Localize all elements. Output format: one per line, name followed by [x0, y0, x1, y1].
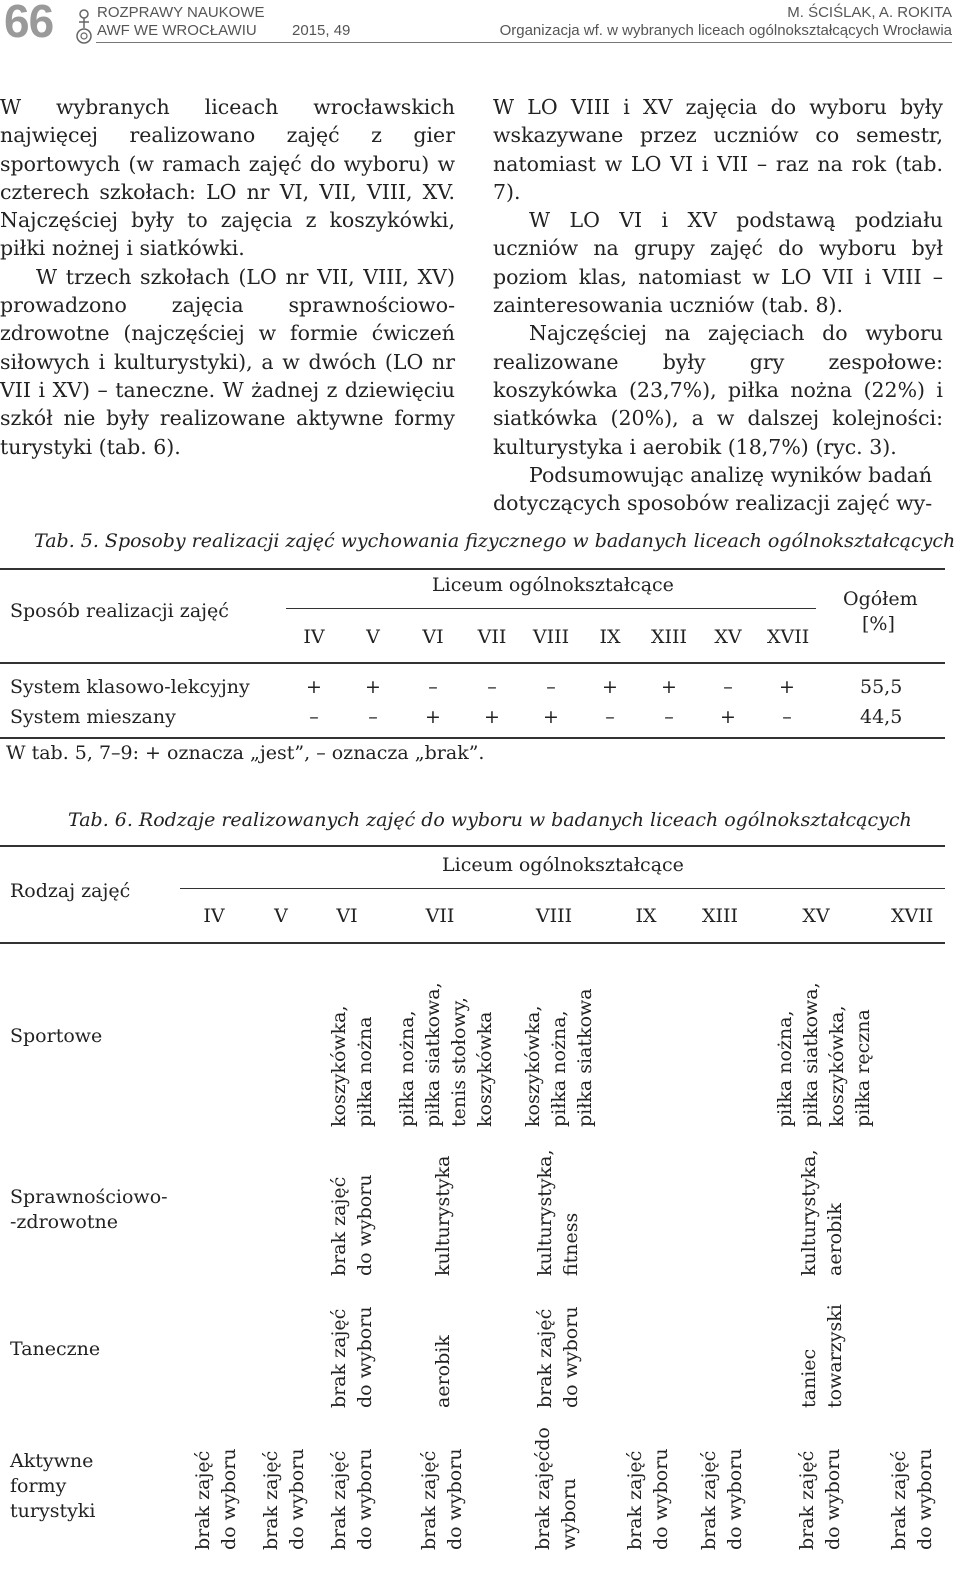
table-5-group-header: Liceum ogólnokształcące	[432, 574, 674, 596]
journal-year-volume: 2015, 49	[292, 22, 351, 39]
school-header: VIII	[535, 905, 573, 927]
school-header: IX	[635, 905, 657, 927]
header-rule	[96, 42, 952, 43]
school-header: IV	[303, 626, 325, 648]
school-header: V	[366, 626, 380, 648]
school-header: XV	[714, 626, 742, 648]
row-label: Sportowe	[10, 1025, 103, 1047]
cell-line: taniec	[798, 1348, 820, 1408]
table-cell-vertical	[532, 1149, 584, 1276]
cell-line: aerobik	[432, 1335, 454, 1408]
table-cell: –	[368, 706, 378, 728]
cell-line: piłka siatkowa,	[422, 982, 444, 1127]
table-6-row-header: Rodzaj zajęć	[10, 880, 131, 902]
table-cell-vertical	[190, 1448, 242, 1550]
school-header: V	[274, 905, 288, 927]
table-cell-vertical	[796, 1149, 848, 1276]
cell-line: kulturystyka	[432, 1155, 454, 1276]
school-header: IX	[599, 626, 621, 648]
table-6-caption: Tab. 6. Rodzaje realizowanych zajęć do wyboru w badanych liceach ogólnokształcących	[68, 809, 912, 831]
table-cell-vertical	[326, 1306, 378, 1408]
table-cell-vertical	[430, 1156, 456, 1276]
cell-line: do wyboru	[354, 1174, 376, 1276]
school-header: IV	[203, 905, 225, 927]
journal-logo-icon	[74, 6, 94, 46]
cell-line: do wyboru	[560, 1306, 582, 1408]
cell-line: brak zajęć	[260, 1450, 282, 1550]
cell-line: brak zajęć	[698, 1450, 720, 1550]
row-label-continued: -zdrowotne	[10, 1211, 118, 1233]
table-cell-vertical	[532, 1306, 584, 1408]
cell-line: do wyboru	[444, 1448, 466, 1550]
school-header: VII	[477, 626, 507, 648]
cell-line: piłka nożna	[354, 1016, 376, 1127]
table-cell: –	[723, 676, 733, 698]
table-cell-vertical	[520, 988, 598, 1127]
table-cell: +	[602, 676, 618, 698]
table-cell: +	[661, 676, 677, 698]
cell-line: do wyboru	[354, 1448, 376, 1550]
table-cell: +	[425, 706, 441, 728]
table-cell: +	[306, 676, 322, 698]
table-cell: +	[484, 706, 500, 728]
row-label-continued: formy	[10, 1475, 67, 1497]
paragraph: W wybranych liceach wrocławskich najwięcej realizowano zajęć z gier sportowych (w ramach zajęć do wyboru) w czterech szkołach: LO nr VI, VII, VIII, XV. Najczęściej były to zajęcia z koszykówki, piłki nożnej i siatkówki.	[0, 95, 455, 261]
table-cell-vertical	[796, 1304, 848, 1408]
table-top-rule	[0, 568, 945, 570]
table-6-group-header: Liceum ogólnokształcące	[442, 854, 684, 876]
table-5-caption: Tab. 5. Sposoby realizacji zajęć wychowania fizycznego w badanych liceach ogólnokształcących	[34, 530, 956, 552]
table-cell-vertical	[794, 1448, 846, 1550]
paragraph: W LO VI i XV podstawą podziału uczniów na grupy zajęć do wyboru był poziom klas, natomiast w LO VII i VIII – zainteresowania uczniów (tab. 8).	[493, 208, 943, 318]
cell-line: piłka ręczna	[852, 1009, 874, 1127]
cell-line: kulturystyka,	[534, 1149, 556, 1276]
cell-line: do wyboru	[724, 1448, 746, 1550]
cell-line: brak zajęć	[624, 1450, 646, 1550]
table-cell-vertical	[326, 1005, 378, 1127]
school-header: XV	[802, 905, 830, 927]
row-label: Taneczne	[10, 1338, 101, 1360]
cell-line: do wyboru	[822, 1448, 844, 1550]
cell-line: piłka nożna,	[548, 1010, 570, 1127]
table-cell: –	[782, 706, 792, 728]
cell-line: brak zajęć	[888, 1450, 910, 1550]
table-cell: +	[543, 706, 559, 728]
table-cell-vertical	[394, 982, 498, 1127]
journal-title-line1: ROZPRAWY NAUKOWE	[97, 4, 265, 21]
article-authors: M. ŚCIŚLAK, A. ROKITA	[787, 4, 952, 21]
cell-line: brak zajęć	[192, 1450, 214, 1550]
school-header: XVII	[767, 626, 810, 648]
table-bottom-rule	[0, 737, 945, 739]
row-total: 55,5	[860, 676, 903, 698]
school-header: XVII	[891, 905, 934, 927]
row-label: Sprawnościowo-	[10, 1186, 168, 1208]
school-header: VIII	[532, 626, 570, 648]
cell-line: brak zajęć	[418, 1450, 440, 1550]
table-cell-vertical	[326, 1174, 378, 1276]
cell-line: brak zajęć	[534, 1308, 556, 1408]
table-5-total-header-unit: [%]	[862, 613, 895, 635]
table-cell: +	[720, 706, 736, 728]
table-header-rule	[0, 942, 945, 944]
cell-line: wyboru	[558, 1478, 580, 1550]
table-cell: –	[309, 706, 319, 728]
row-label-continued: turystyki	[10, 1500, 96, 1522]
school-header: VII	[425, 905, 455, 927]
left-text-column	[0, 93, 455, 461]
table-5-row-header: Sposób realizacji zajęć	[10, 600, 229, 622]
cell-line: brak zajęć	[328, 1176, 350, 1276]
table-cell-vertical	[772, 982, 876, 1127]
table-cell: –	[664, 706, 674, 728]
table-cell: –	[428, 676, 438, 698]
right-text-column	[493, 93, 943, 517]
journal-title-line2: AWF WE WROCŁAWIU	[97, 22, 257, 39]
cell-line: do wyboru	[286, 1448, 308, 1550]
school-header: XIII	[650, 626, 688, 648]
table-cell: –	[487, 676, 497, 698]
cell-line: brak zajęć	[796, 1450, 818, 1550]
row-label: Aktywne	[10, 1450, 94, 1472]
table-cell: –	[546, 676, 556, 698]
cell-line: brak zajęć	[328, 1450, 350, 1550]
cell-line: do wyboru	[354, 1306, 376, 1408]
cell-line: do wyboru	[650, 1448, 672, 1550]
table-cell: +	[365, 676, 381, 698]
paragraph: W LO VIII i XV zajęcia do wyboru były wskazywane przez uczniów co semestr, natomiast w LO VI i VII – raz na rok (tab. 7).	[493, 95, 943, 204]
row-label: System klasowo-lekcyjny	[10, 676, 250, 698]
table-cell-vertical	[530, 1427, 582, 1550]
cell-line: koszykówka	[474, 1011, 496, 1127]
table-5-total-header: Ogółem	[843, 588, 918, 610]
cell-line: koszykówka,	[522, 1005, 544, 1127]
cell-line: piłka nożna,	[774, 1010, 796, 1127]
school-header: VI	[422, 626, 444, 648]
table-cell-vertical	[258, 1448, 310, 1550]
table-cell: –	[605, 706, 615, 728]
school-header: VI	[336, 905, 358, 927]
table-cell-vertical	[430, 1335, 456, 1408]
cell-line: do wyboru	[218, 1448, 240, 1550]
table-cell-vertical	[696, 1448, 748, 1550]
paragraph: Podsumowując analizę wyników badań dotyczących sposobów realizacji zajęć wy-	[493, 462, 933, 516]
row-total: 44,5	[860, 706, 903, 728]
table-cell-vertical	[416, 1448, 468, 1550]
row-label: System mieszany	[10, 706, 176, 728]
cell-line: piłka siatkowa,	[800, 982, 822, 1127]
group-header-rule	[180, 888, 945, 889]
cell-line: koszykówka,	[328, 1005, 350, 1127]
table-cell-vertical	[622, 1448, 674, 1550]
page-number: 66	[4, 0, 54, 47]
cell-line: piłka nożna,	[396, 1010, 418, 1127]
cell-line: brak zajęć	[328, 1308, 350, 1408]
paragraph: Najczęściej na zajęciach do wyboru realizowane były gry zespołowe: koszykówka (23,7%), piłka nożna (22%) i siatkówka (20%), a w dalszej kolejności: kulturystyka i aerobik (18,7%) (ryc. 3).	[493, 321, 943, 459]
cell-line: brak zajęćdo	[532, 1427, 554, 1550]
table-cell-vertical	[326, 1448, 378, 1550]
cell-line: towarzyski	[824, 1304, 846, 1408]
running-title: Organizacja wf. w wybranych liceach ogólnokształcących Wrocławia	[499, 22, 952, 39]
cell-line: koszykówka,	[826, 1005, 848, 1127]
cell-line: piłka siatkowa	[574, 988, 596, 1127]
page-header	[0, 0, 960, 48]
table-5-note: W tab. 5, 7–9: + oznacza „jest”, – oznacza „brak”.	[6, 742, 485, 764]
table-header-rule	[0, 662, 945, 664]
table-cell: +	[779, 676, 795, 698]
cell-line: do wyboru	[914, 1448, 936, 1550]
table-top-rule	[0, 845, 945, 847]
cell-line: fitness	[560, 1212, 582, 1276]
group-header-rule	[286, 608, 816, 609]
cell-line: aerobik	[824, 1203, 846, 1276]
table-cell-vertical	[886, 1448, 938, 1550]
cell-line: kulturystyka,	[798, 1149, 820, 1276]
cell-line: tenis stołowy,	[448, 997, 470, 1127]
paragraph: W trzech szkołach (LO nr VII, VIII, XV) prowadzono zajęcia sprawnościowo-zdrowotne (najczęściej w formie ćwiczeń siłowych i kulturystyki), a w dwóch (LO nr VII i XV) – taneczne. W żadnej z dziewięciu szkół nie były realizowane aktywne formy turystyki (tab. 6).	[0, 264, 455, 459]
school-header: XIII	[701, 905, 739, 927]
